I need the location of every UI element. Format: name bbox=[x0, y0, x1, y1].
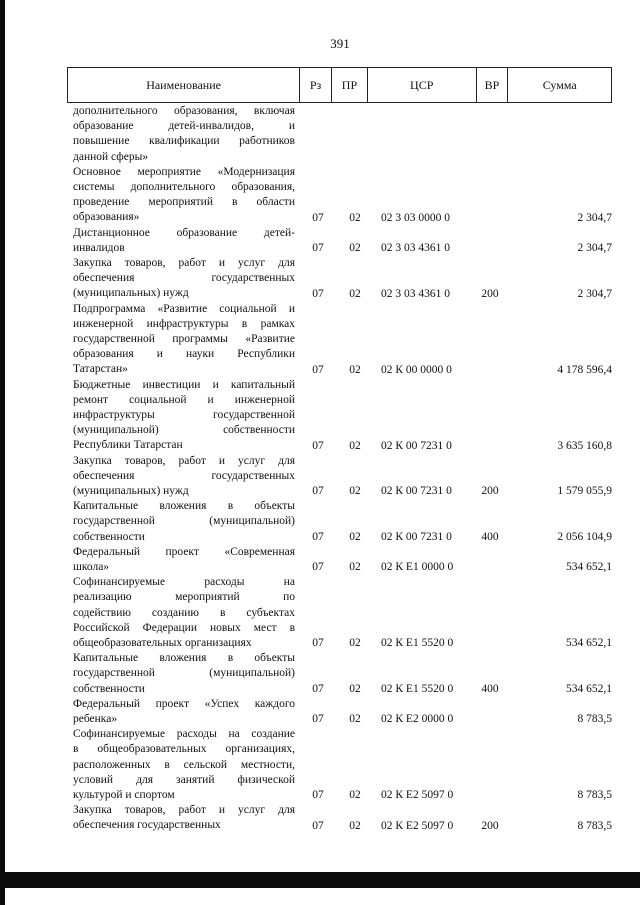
table-row bbox=[0, 104, 640, 165]
row-pr: 02 bbox=[349, 819, 361, 832]
table-row bbox=[0, 651, 640, 697]
row-sum: 534 652,1 bbox=[566, 561, 612, 574]
row-csr: 02 3 03 4361 0 bbox=[381, 241, 450, 254]
row-sum: 2 304,7 bbox=[577, 211, 612, 224]
row-rz: 07 bbox=[312, 530, 324, 543]
row-name-line: Закупка товаров, работ и услуг для bbox=[73, 256, 295, 269]
row-name-line: проведение мероприятий в области bbox=[73, 196, 295, 209]
row-rz: 07 bbox=[312, 241, 324, 254]
row-vr: 200 bbox=[481, 819, 499, 832]
row-name-line: Закупка товаров, работ и услуг для bbox=[73, 804, 295, 817]
table-row bbox=[0, 378, 640, 454]
row-csr: 02 К Е1 5520 0 bbox=[381, 682, 454, 695]
row-sum: 2 056 104,9 bbox=[557, 530, 612, 543]
row-sum: 4 178 596,4 bbox=[557, 363, 612, 376]
row-rz: 07 bbox=[312, 561, 324, 574]
row-name bbox=[73, 803, 295, 833]
row-pr: 02 bbox=[349, 241, 361, 254]
row-csr: 02 К Е1 0000 0 bbox=[381, 561, 454, 574]
row-name bbox=[73, 727, 295, 803]
header-name: Наименование bbox=[68, 68, 300, 102]
page-number: 391 bbox=[330, 36, 350, 51]
row-name-line: Капитальные вложения в объекты bbox=[73, 500, 295, 513]
row-name-line: Подпрограмма «Развитие социальной и bbox=[73, 302, 295, 315]
row-name bbox=[73, 165, 295, 226]
scan-bottom-bar bbox=[0, 872, 640, 888]
row-name-line: (муниципальных) нужд bbox=[73, 287, 189, 300]
row-sum: 534 652,1 bbox=[566, 637, 612, 650]
row-pr: 02 bbox=[349, 485, 361, 498]
header-sum: Сумма bbox=[542, 77, 577, 92]
row-name-line: Татарстан» bbox=[73, 363, 128, 376]
row-vr: 400 bbox=[481, 682, 499, 695]
row-csr: 02 3 03 0000 0 bbox=[381, 211, 450, 224]
header-pr: ПР bbox=[332, 68, 368, 102]
row-name bbox=[73, 499, 295, 545]
row-name-line: дополнительного образования, включая bbox=[73, 105, 295, 117]
row-pr: 02 bbox=[349, 789, 361, 802]
table-row bbox=[0, 803, 640, 833]
row-pr: 02 bbox=[349, 682, 361, 695]
row-rz: 07 bbox=[312, 682, 324, 695]
row-name-line: собственности bbox=[73, 530, 145, 543]
row-pr: 02 bbox=[349, 561, 361, 574]
table-body bbox=[0, 104, 640, 834]
row-name-line: собственности bbox=[73, 682, 145, 695]
header-rz: Рз bbox=[300, 68, 332, 102]
row-name-line: инвалидов bbox=[73, 241, 125, 254]
row-name-line: культурой и спортом bbox=[73, 788, 175, 801]
row-name bbox=[73, 256, 295, 302]
row-csr: 02 К Е2 0000 0 bbox=[381, 713, 454, 726]
table-row bbox=[0, 545, 640, 575]
row-rz: 07 bbox=[312, 287, 324, 300]
row-name-line: содействию созданию в субъектах bbox=[73, 606, 295, 619]
row-name bbox=[73, 545, 295, 575]
row-name bbox=[73, 104, 295, 165]
row-name-line: данной сферы» bbox=[73, 150, 149, 163]
table-row bbox=[0, 302, 640, 378]
row-name bbox=[73, 226, 295, 256]
table-header bbox=[67, 67, 612, 103]
row-name-line: школа» bbox=[73, 560, 110, 573]
row-name-line: образование детей-инвалидов, и bbox=[73, 120, 295, 133]
row-pr: 02 bbox=[349, 363, 361, 376]
row-rz: 07 bbox=[312, 637, 324, 650]
row-name-line: реализацию мероприятий по bbox=[73, 591, 295, 604]
row-sum: 3 635 160,8 bbox=[557, 439, 612, 452]
row-name bbox=[73, 651, 295, 697]
row-rz: 07 bbox=[312, 713, 324, 726]
row-sum: 534 652,1 bbox=[566, 682, 612, 695]
row-name-line: обеспечения государственных bbox=[73, 469, 295, 482]
row-rz: 07 bbox=[312, 363, 324, 376]
row-csr: 02 К Е1 5520 0 bbox=[381, 637, 454, 650]
row-name-line: Софинансируемые расходы на создание bbox=[73, 728, 295, 741]
row-csr: 02 3 03 4361 0 bbox=[381, 287, 450, 300]
row-name-line: обеспечения государственных bbox=[73, 272, 295, 285]
row-name-line: (муниципальных) нужд bbox=[73, 484, 189, 497]
row-name-line: образования» bbox=[73, 211, 140, 224]
row-name bbox=[73, 454, 295, 500]
row-name-line: ребенка» bbox=[73, 712, 118, 725]
row-name-line: повышение квалификации работников bbox=[73, 135, 295, 148]
table-row bbox=[0, 165, 640, 226]
row-name-line: инфраструктуры государственной bbox=[73, 408, 295, 421]
row-rz: 07 bbox=[312, 485, 324, 498]
row-csr: 02 К 00 7231 0 bbox=[381, 439, 452, 452]
row-sum: 8 783,5 bbox=[577, 819, 612, 832]
row-csr: 02 К 00 7231 0 bbox=[381, 485, 452, 498]
row-name-line: Федеральный проект «Успех каждого bbox=[73, 697, 295, 710]
row-name bbox=[73, 378, 295, 454]
row-name-line: расположенных в сельской местности, bbox=[73, 758, 295, 771]
table-row bbox=[0, 575, 640, 651]
row-name-line: инженерной инфраструктуры в рамках bbox=[73, 317, 295, 330]
row-sum: 8 783,5 bbox=[577, 713, 612, 726]
row-name-line: Дистанционное образование детей- bbox=[73, 226, 295, 239]
row-pr: 02 bbox=[349, 439, 361, 452]
row-name-line: Софинансируемые расходы на bbox=[73, 576, 295, 589]
row-pr: 02 bbox=[349, 530, 361, 543]
row-name bbox=[73, 697, 295, 727]
row-name-line: общеобразовательных организациях bbox=[73, 636, 252, 649]
table-row bbox=[0, 256, 640, 302]
table-row bbox=[0, 499, 640, 545]
table-row bbox=[0, 454, 640, 500]
row-sum: 8 783,5 bbox=[577, 789, 612, 802]
row-vr: 400 bbox=[481, 530, 499, 543]
row-csr: 02 К 00 0000 0 bbox=[381, 363, 452, 376]
row-name-line: образования и науки Республики bbox=[73, 348, 295, 361]
table-row bbox=[0, 697, 640, 727]
row-name-line: (муниципальной) собственности bbox=[73, 424, 295, 437]
row-csr: 02 К Е2 5097 0 bbox=[381, 819, 454, 832]
row-sum: 2 304,7 bbox=[577, 241, 612, 254]
table-row bbox=[0, 226, 640, 256]
row-pr: 02 bbox=[349, 287, 361, 300]
table-row bbox=[0, 727, 640, 803]
row-name-line: Основное мероприятие «Модернизация bbox=[73, 165, 295, 178]
row-name-line: системы дополнительного образования, bbox=[73, 180, 295, 193]
row-name-line: Закупка товаров, работ и услуг для bbox=[73, 454, 295, 467]
row-rz: 07 bbox=[312, 789, 324, 802]
row-name-line: государственной программы «Развитие bbox=[73, 332, 295, 345]
row-name-line: ремонт социальной и инженерной bbox=[73, 393, 295, 406]
row-name-line: условий для занятий физической bbox=[73, 773, 295, 786]
row-name-line: государственной (муниципальной) bbox=[73, 515, 295, 528]
row-name-line: Капитальные вложения в объекты bbox=[73, 652, 295, 665]
row-vr: 200 bbox=[481, 287, 499, 300]
row-rz: 07 bbox=[312, 439, 324, 452]
row-name-line: Бюджетные инвестиции и капитальный bbox=[73, 378, 295, 391]
row-name-line: государственной (муниципальной) bbox=[73, 667, 295, 680]
row-name bbox=[73, 302, 295, 378]
header-vr: ВР bbox=[477, 68, 509, 102]
row-name-line: Российской Федерации новых мест в bbox=[73, 621, 295, 634]
row-pr: 02 bbox=[349, 637, 361, 650]
row-name-line: в общеобразовательных организациях, bbox=[73, 743, 295, 756]
row-sum: 2 304,7 bbox=[577, 287, 612, 300]
row-name-line: Республики Татарстан bbox=[73, 439, 183, 452]
row-csr: 02 К 00 7231 0 bbox=[381, 530, 452, 543]
row-name-line: Федеральный проект «Современная bbox=[73, 545, 295, 558]
row-pr: 02 bbox=[349, 713, 361, 726]
row-rz: 07 bbox=[312, 211, 324, 224]
row-rz: 07 bbox=[312, 819, 324, 832]
row-sum: 1 579 055,9 bbox=[557, 485, 612, 498]
row-name bbox=[73, 575, 295, 651]
header-csr: ЦСР bbox=[368, 68, 477, 102]
row-pr: 02 bbox=[349, 211, 361, 224]
row-name-line: обеспечения государственных bbox=[73, 819, 221, 832]
row-vr: 200 bbox=[481, 485, 499, 498]
row-csr: 02 К Е2 5097 0 bbox=[381, 789, 454, 802]
